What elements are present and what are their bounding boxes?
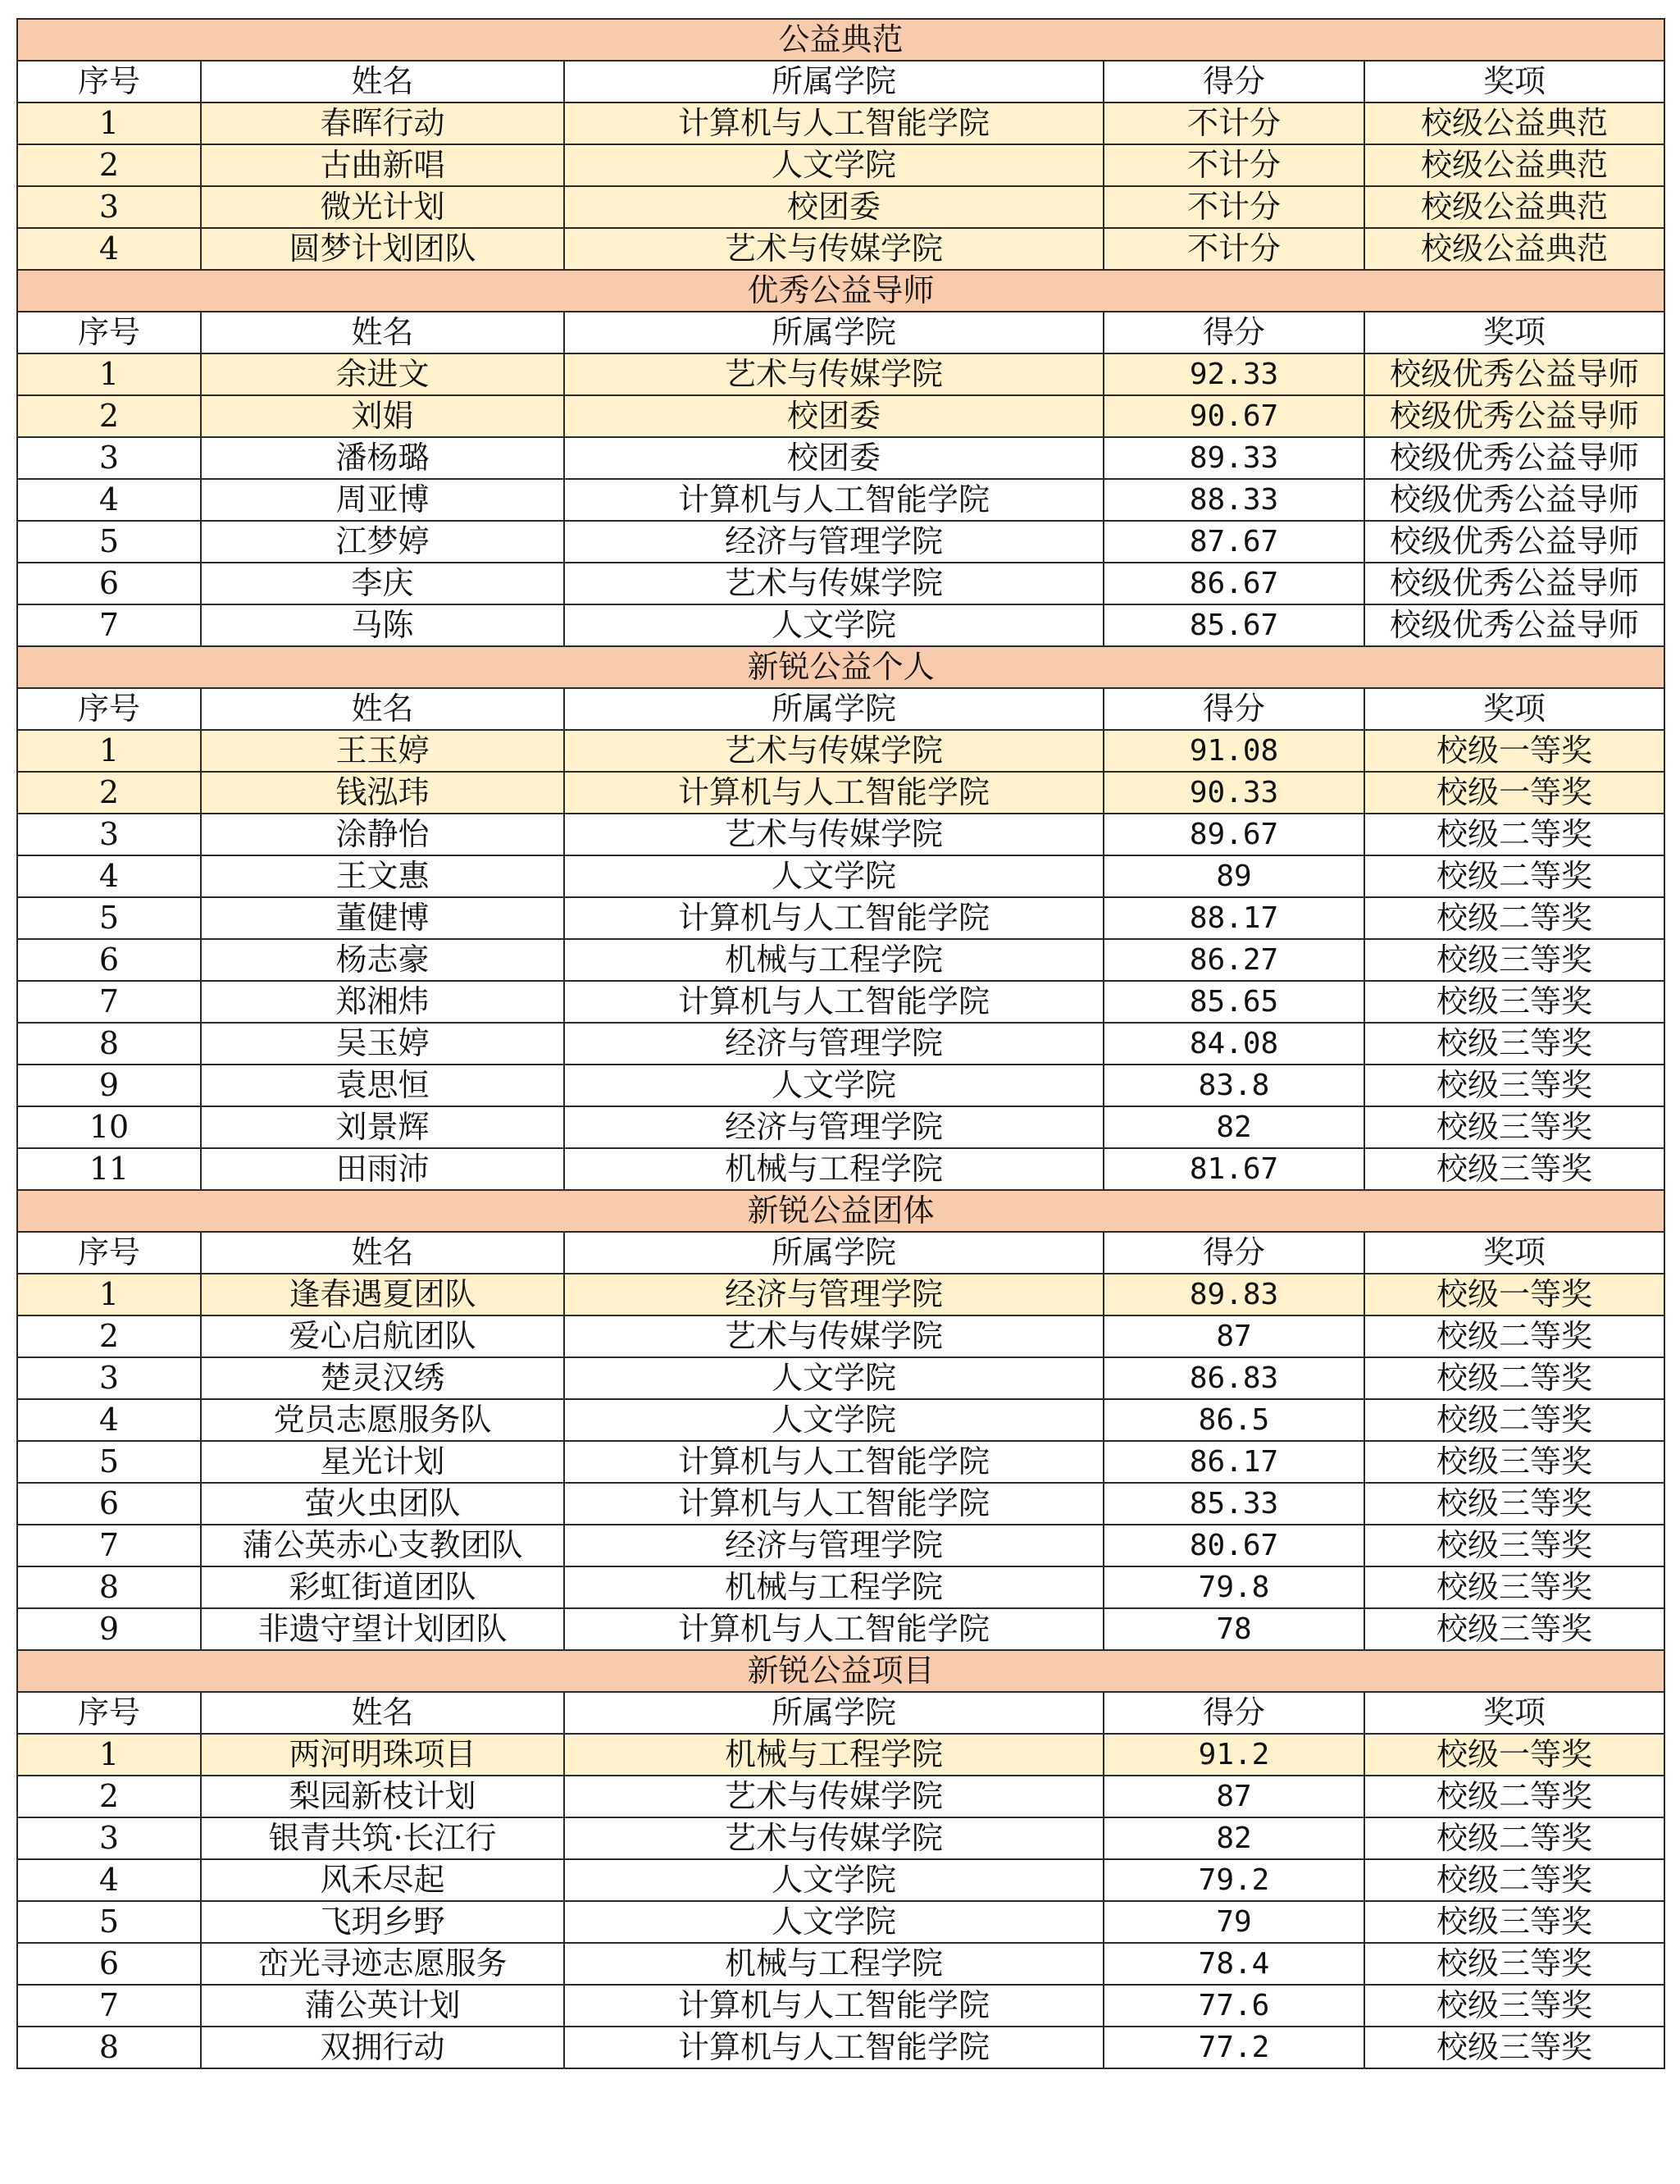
score-cell: 82 [1104, 1817, 1364, 1859]
score-cell: 91.08 [1104, 730, 1364, 772]
serial-number-cell: 9 [17, 1065, 201, 1106]
name-cell: 董健博 [201, 897, 564, 939]
name-cell: 王玉婷 [201, 730, 564, 772]
award-cell: 校级三等奖 [1364, 1943, 1664, 1985]
college-cell: 人文学院 [564, 1859, 1104, 1901]
college-header: 所属学院 [564, 688, 1104, 730]
college-cell: 计算机与人工智能学院 [564, 479, 1104, 521]
serial-number-cell: 2 [17, 144, 201, 186]
score-cell: 79 [1104, 1901, 1364, 1943]
college-header: 所属学院 [564, 1692, 1104, 1734]
name-cell: 江梦婷 [201, 521, 564, 563]
score-cell: 85.33 [1104, 1483, 1364, 1525]
table-row [17, 1859, 1664, 1901]
college-cell: 人文学院 [564, 855, 1104, 897]
name-cell: 彩虹街道团队 [201, 1566, 564, 1608]
award-cell: 校级优秀公益导师 [1364, 563, 1664, 604]
score-cell: 82 [1104, 1106, 1364, 1148]
college-cell: 计算机与人工智能学院 [564, 772, 1104, 814]
college-cell: 计算机与人工智能学院 [564, 103, 1104, 144]
college-cell: 校团委 [564, 186, 1104, 228]
score-cell: 86.83 [1104, 1357, 1364, 1399]
college-cell: 计算机与人工智能学院 [564, 1608, 1104, 1650]
name-cell: 涂静怡 [201, 814, 564, 855]
table-row [17, 1148, 1664, 1190]
column-header-row [17, 1232, 1664, 1274]
table-row [17, 1106, 1664, 1148]
serial-number-cell: 7 [17, 981, 201, 1023]
serial-number-cell: 1 [17, 353, 201, 395]
score-cell: 86.67 [1104, 563, 1364, 604]
serial-number-cell: 4 [17, 228, 201, 270]
award-cell: 校级二等奖 [1364, 1357, 1664, 1399]
section-title: 公益典范 [17, 19, 1664, 61]
table-row [17, 228, 1664, 270]
name-cell: 逢春遇夏团队 [201, 1274, 564, 1315]
serial-number-header: 序号 [17, 1692, 201, 1734]
award-cell: 校级二等奖 [1364, 855, 1664, 897]
college-cell: 人文学院 [564, 1901, 1104, 1943]
award-cell: 校级一等奖 [1364, 1274, 1664, 1315]
table-row [17, 437, 1664, 479]
college-header: 所属学院 [564, 61, 1104, 103]
award-cell: 校级优秀公益导师 [1364, 395, 1664, 437]
score-cell: 86.5 [1104, 1399, 1364, 1441]
section-title-row [17, 646, 1664, 688]
award-cell: 校级公益典范 [1364, 144, 1664, 186]
section-title-row [17, 19, 1664, 61]
college-cell: 人文学院 [564, 604, 1104, 646]
section-title-row [17, 1190, 1664, 1232]
award-header: 奖项 [1364, 1232, 1664, 1274]
name-header: 姓名 [201, 312, 564, 353]
name-cell: 李庆 [201, 563, 564, 604]
award-header: 奖项 [1364, 688, 1664, 730]
award-cell: 校级二等奖 [1364, 1315, 1664, 1357]
score-cell: 90.67 [1104, 395, 1364, 437]
name-cell: 风禾尽起 [201, 1859, 564, 1901]
score-cell: 77.2 [1104, 2027, 1364, 2068]
score-header: 得分 [1104, 312, 1364, 353]
award-cell: 校级三等奖 [1364, 1608, 1664, 1650]
name-cell: 古曲新唱 [201, 144, 564, 186]
serial-number-header: 序号 [17, 61, 201, 103]
section-title: 新锐公益个人 [17, 646, 1664, 688]
college-cell: 艺术与传媒学院 [564, 730, 1104, 772]
award-cell: 校级公益典范 [1364, 186, 1664, 228]
award-cell: 校级三等奖 [1364, 1441, 1664, 1483]
serial-number-cell: 6 [17, 1943, 201, 1985]
name-cell: 蒲公英计划 [201, 1985, 564, 2027]
score-cell: 87 [1104, 1776, 1364, 1817]
score-cell: 81.67 [1104, 1148, 1364, 1190]
college-cell: 艺术与传媒学院 [564, 1315, 1104, 1357]
score-cell: 不计分 [1104, 103, 1364, 144]
column-header-row [17, 312, 1664, 353]
table-row [17, 1274, 1664, 1315]
score-cell: 78 [1104, 1608, 1364, 1650]
college-cell: 经济与管理学院 [564, 1525, 1104, 1566]
score-header: 得分 [1104, 1692, 1364, 1734]
college-cell: 机械与工程学院 [564, 1148, 1104, 1190]
award-cell: 校级优秀公益导师 [1364, 604, 1664, 646]
table-row [17, 814, 1664, 855]
table-row [17, 144, 1664, 186]
table-row [17, 1985, 1664, 2027]
name-cell: 袁思恒 [201, 1065, 564, 1106]
table-row [17, 186, 1664, 228]
score-cell: 85.67 [1104, 604, 1364, 646]
college-cell: 校团委 [564, 437, 1104, 479]
score-header: 得分 [1104, 1232, 1364, 1274]
serial-number-cell: 8 [17, 1566, 201, 1608]
score-cell: 92.33 [1104, 353, 1364, 395]
score-cell: 不计分 [1104, 186, 1364, 228]
name-cell: 爱心启航团队 [201, 1315, 564, 1357]
serial-number-cell: 3 [17, 186, 201, 228]
college-cell: 艺术与传媒学院 [564, 1776, 1104, 1817]
award-cell: 校级三等奖 [1364, 1023, 1664, 1065]
college-cell: 艺术与传媒学院 [564, 1817, 1104, 1859]
award-cell: 校级一等奖 [1364, 730, 1664, 772]
section-title: 新锐公益项目 [17, 1650, 1664, 1692]
table-row [17, 479, 1664, 521]
table-row [17, 939, 1664, 981]
college-cell: 经济与管理学院 [564, 1106, 1104, 1148]
awards-table-body [17, 19, 1664, 2068]
college-cell: 经济与管理学院 [564, 521, 1104, 563]
award-cell: 校级三等奖 [1364, 2027, 1664, 2068]
name-cell: 两河明珠项目 [201, 1734, 564, 1776]
award-cell: 校级公益典范 [1364, 228, 1664, 270]
serial-number-cell: 8 [17, 1023, 201, 1065]
table-row [17, 604, 1664, 646]
score-cell: 87.67 [1104, 521, 1364, 563]
name-cell: 圆梦计划团队 [201, 228, 564, 270]
serial-number-cell: 4 [17, 1399, 201, 1441]
serial-number-cell: 2 [17, 1315, 201, 1357]
table-row [17, 2027, 1664, 2068]
column-header-row [17, 61, 1664, 103]
name-cell: 星光计划 [201, 1441, 564, 1483]
award-cell: 校级二等奖 [1364, 1859, 1664, 1901]
college-cell: 计算机与人工智能学院 [564, 897, 1104, 939]
award-cell: 校级二等奖 [1364, 1399, 1664, 1441]
award-cell: 校级三等奖 [1364, 1065, 1664, 1106]
table-row [17, 1483, 1664, 1525]
score-cell: 87 [1104, 1315, 1364, 1357]
name-cell: 周亚博 [201, 479, 564, 521]
award-cell: 校级二等奖 [1364, 1817, 1664, 1859]
table-row [17, 395, 1664, 437]
table-row [17, 1776, 1664, 1817]
serial-number-cell: 5 [17, 521, 201, 563]
serial-number-cell: 3 [17, 437, 201, 479]
award-cell: 校级三等奖 [1364, 1483, 1664, 1525]
name-cell: 春晖行动 [201, 103, 564, 144]
table-row [17, 897, 1664, 939]
score-cell: 88.17 [1104, 897, 1364, 939]
score-cell: 83.8 [1104, 1065, 1364, 1106]
table-row [17, 103, 1664, 144]
score-cell: 89.83 [1104, 1274, 1364, 1315]
college-cell: 机械与工程学院 [564, 1734, 1104, 1776]
serial-number-cell: 4 [17, 1859, 201, 1901]
table-row [17, 1441, 1664, 1483]
serial-number-cell: 7 [17, 604, 201, 646]
score-cell: 91.2 [1104, 1734, 1364, 1776]
serial-number-cell: 8 [17, 2027, 201, 2068]
table-row [17, 1525, 1664, 1566]
awards-table [16, 18, 1665, 2069]
table-row [17, 1566, 1664, 1608]
serial-number-cell: 4 [17, 855, 201, 897]
serial-number-header: 序号 [17, 1232, 201, 1274]
score-cell: 77.6 [1104, 1985, 1364, 2027]
score-cell: 不计分 [1104, 144, 1364, 186]
table-row [17, 1943, 1664, 1985]
serial-number-cell: 7 [17, 1985, 201, 2027]
award-cell: 校级一等奖 [1364, 772, 1664, 814]
score-header: 得分 [1104, 688, 1364, 730]
table-row [17, 1023, 1664, 1065]
college-cell: 人文学院 [564, 1357, 1104, 1399]
name-cell: 余进文 [201, 353, 564, 395]
college-cell: 计算机与人工智能学院 [564, 1985, 1104, 2027]
name-cell: 潘杨璐 [201, 437, 564, 479]
name-cell: 非遗守望计划团队 [201, 1608, 564, 1650]
score-cell: 89.33 [1104, 437, 1364, 479]
section-title: 优秀公益导师 [17, 270, 1664, 312]
college-cell: 校团委 [564, 395, 1104, 437]
serial-number-cell: 3 [17, 814, 201, 855]
serial-number-cell: 3 [17, 1817, 201, 1859]
serial-number-cell: 2 [17, 1776, 201, 1817]
score-cell: 89.67 [1104, 814, 1364, 855]
name-cell: 党员志愿服务队 [201, 1399, 564, 1441]
college-cell: 艺术与传媒学院 [564, 563, 1104, 604]
score-cell: 88.33 [1104, 479, 1364, 521]
college-cell: 机械与工程学院 [564, 939, 1104, 981]
table-row [17, 1734, 1664, 1776]
name-cell: 梨园新枝计划 [201, 1776, 564, 1817]
award-cell: 校级三等奖 [1364, 981, 1664, 1023]
name-header: 姓名 [201, 61, 564, 103]
award-cell: 校级优秀公益导师 [1364, 479, 1664, 521]
table-row [17, 1608, 1664, 1650]
name-cell: 飞玥乡野 [201, 1901, 564, 1943]
name-cell: 银青共筑·长江行 [201, 1817, 564, 1859]
serial-number-cell: 4 [17, 479, 201, 521]
serial-number-cell: 9 [17, 1608, 201, 1650]
score-header: 得分 [1104, 61, 1364, 103]
college-cell: 计算机与人工智能学院 [564, 1483, 1104, 1525]
award-cell: 校级三等奖 [1364, 1148, 1664, 1190]
award-cell: 校级三等奖 [1364, 1566, 1664, 1608]
college-cell: 计算机与人工智能学院 [564, 2027, 1104, 2068]
college-cell: 艺术与传媒学院 [564, 228, 1104, 270]
name-cell: 马陈 [201, 604, 564, 646]
award-cell: 校级二等奖 [1364, 897, 1664, 939]
score-cell: 89 [1104, 855, 1364, 897]
table-row [17, 730, 1664, 772]
table-row [17, 521, 1664, 563]
college-cell: 艺术与传媒学院 [564, 814, 1104, 855]
name-cell: 吴玉婷 [201, 1023, 564, 1065]
score-cell: 84.08 [1104, 1023, 1364, 1065]
score-cell: 86.17 [1104, 1441, 1364, 1483]
score-cell: 不计分 [1104, 228, 1364, 270]
award-header: 奖项 [1364, 61, 1664, 103]
name-cell: 田雨沛 [201, 1148, 564, 1190]
table-row [17, 1399, 1664, 1441]
serial-number-cell: 1 [17, 1274, 201, 1315]
name-cell: 微光计划 [201, 186, 564, 228]
column-header-row [17, 1692, 1664, 1734]
college-cell: 经济与管理学院 [564, 1274, 1104, 1315]
serial-number-cell: 10 [17, 1106, 201, 1148]
college-cell: 人文学院 [564, 1065, 1104, 1106]
table-row [17, 563, 1664, 604]
table-row [17, 353, 1664, 395]
award-cell: 校级一等奖 [1364, 1734, 1664, 1776]
score-cell: 86.27 [1104, 939, 1364, 981]
name-header: 姓名 [201, 688, 564, 730]
name-cell: 郑湘炜 [201, 981, 564, 1023]
award-cell: 校级三等奖 [1364, 1985, 1664, 2027]
name-cell: 刘娟 [201, 395, 564, 437]
table-row [17, 855, 1664, 897]
name-cell: 刘景辉 [201, 1106, 564, 1148]
serial-number-header: 序号 [17, 688, 201, 730]
table-row [17, 1901, 1664, 1943]
table-row [17, 772, 1664, 814]
award-cell: 校级三等奖 [1364, 1106, 1664, 1148]
score-cell: 90.33 [1104, 772, 1364, 814]
serial-number-cell: 6 [17, 563, 201, 604]
college-header: 所属学院 [564, 1232, 1104, 1274]
college-cell: 艺术与传媒学院 [564, 353, 1104, 395]
name-cell: 钱泓玮 [201, 772, 564, 814]
score-cell: 78.4 [1104, 1943, 1364, 1985]
score-cell: 79.2 [1104, 1859, 1364, 1901]
name-cell: 王文惠 [201, 855, 564, 897]
table-row [17, 1357, 1664, 1399]
serial-number-cell: 1 [17, 730, 201, 772]
serial-number-cell: 7 [17, 1525, 201, 1566]
score-cell: 85.65 [1104, 981, 1364, 1023]
college-cell: 机械与工程学院 [564, 1943, 1104, 1985]
score-cell: 79.8 [1104, 1566, 1364, 1608]
name-cell: 蒲公英赤心支教团队 [201, 1525, 564, 1566]
college-header: 所属学院 [564, 312, 1104, 353]
award-cell: 校级三等奖 [1364, 939, 1664, 981]
name-cell: 楚灵汉绣 [201, 1357, 564, 1399]
award-cell: 校级二等奖 [1364, 814, 1664, 855]
name-cell: 杨志豪 [201, 939, 564, 981]
award-cell: 校级三等奖 [1364, 1901, 1664, 1943]
section-title-row [17, 270, 1664, 312]
serial-number-cell: 3 [17, 1357, 201, 1399]
table-row [17, 981, 1664, 1023]
award-cell: 校级三等奖 [1364, 1525, 1664, 1566]
award-cell: 校级优秀公益导师 [1364, 437, 1664, 479]
table-row [17, 1315, 1664, 1357]
serial-number-cell: 5 [17, 897, 201, 939]
name-cell: 峦光寻迹志愿服务 [201, 1943, 564, 1985]
name-header: 姓名 [201, 1232, 564, 1274]
serial-number-cell: 2 [17, 772, 201, 814]
score-cell: 80.67 [1104, 1525, 1364, 1566]
serial-number-cell: 6 [17, 1483, 201, 1525]
serial-number-cell: 1 [17, 1734, 201, 1776]
serial-number-cell: 6 [17, 939, 201, 981]
section-title: 新锐公益团体 [17, 1190, 1664, 1232]
award-cell: 校级优秀公益导师 [1364, 353, 1664, 395]
column-header-row [17, 688, 1664, 730]
college-cell: 机械与工程学院 [564, 1566, 1104, 1608]
serial-number-cell: 5 [17, 1901, 201, 1943]
name-cell: 双拥行动 [201, 2027, 564, 2068]
college-cell: 人文学院 [564, 144, 1104, 186]
serial-number-header: 序号 [17, 312, 201, 353]
table-row [17, 1817, 1664, 1859]
award-cell: 校级公益典范 [1364, 103, 1664, 144]
college-cell: 经济与管理学院 [564, 1023, 1104, 1065]
award-header: 奖项 [1364, 1692, 1664, 1734]
name-cell: 萤火虫团队 [201, 1483, 564, 1525]
award-header: 奖项 [1364, 312, 1664, 353]
name-header: 姓名 [201, 1692, 564, 1734]
table-row [17, 1065, 1664, 1106]
college-cell: 计算机与人工智能学院 [564, 1441, 1104, 1483]
serial-number-cell: 2 [17, 395, 201, 437]
section-title-row [17, 1650, 1664, 1692]
college-cell: 人文学院 [564, 1399, 1104, 1441]
award-cell: 校级二等奖 [1364, 1776, 1664, 1817]
college-cell: 计算机与人工智能学院 [564, 981, 1104, 1023]
serial-number-cell: 11 [17, 1148, 201, 1190]
serial-number-cell: 5 [17, 1441, 201, 1483]
award-cell: 校级优秀公益导师 [1364, 521, 1664, 563]
serial-number-cell: 1 [17, 103, 201, 144]
